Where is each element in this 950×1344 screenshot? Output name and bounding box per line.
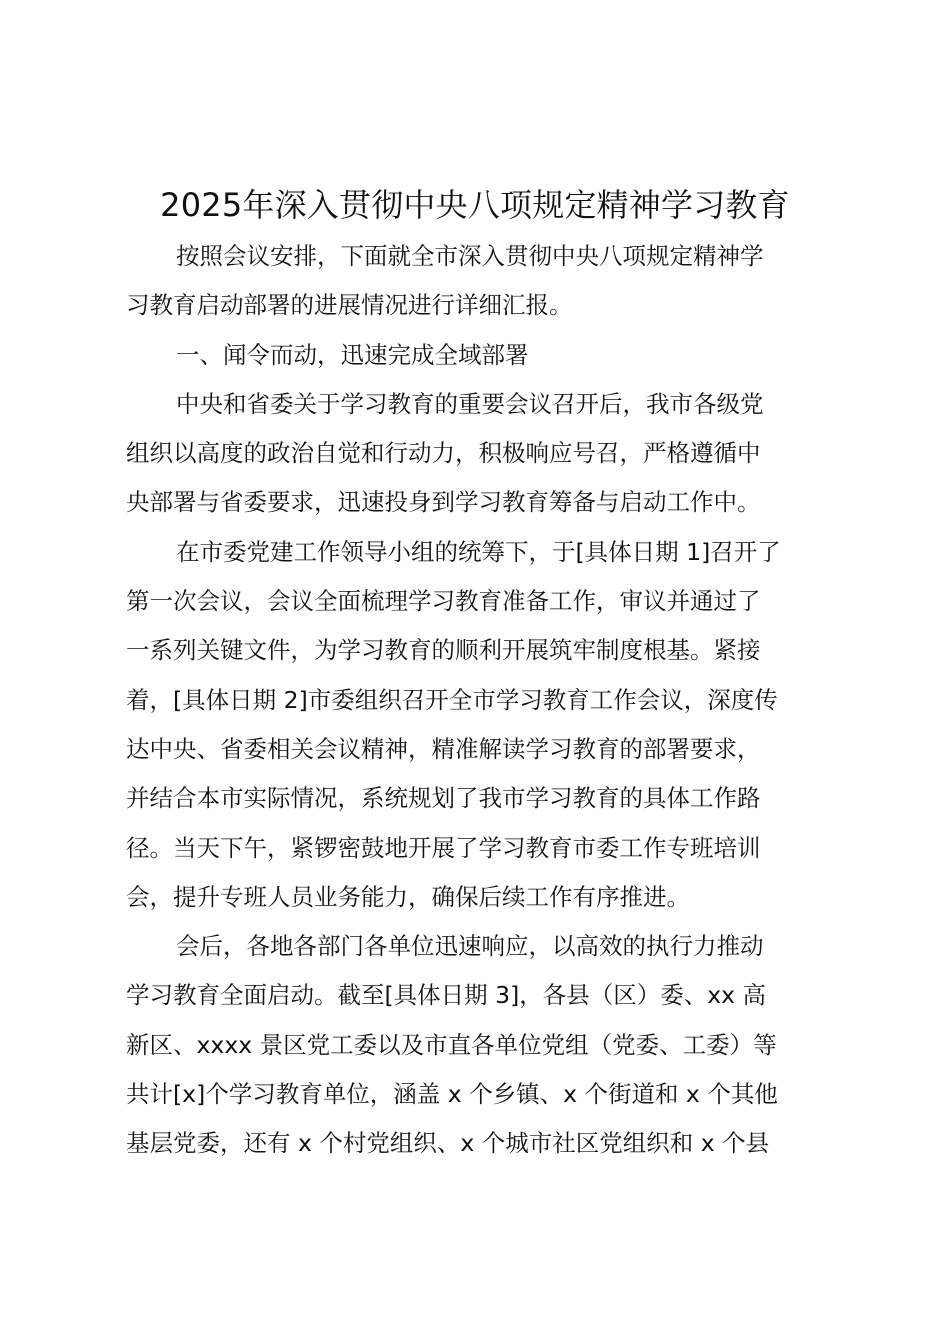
paragraph-line: 达中央、省委相关会议精神，精准解读学习教育的部署要求， [126,734,761,763]
paragraph-line: 组织以高度的政治自觉和行动力，积极响应号召，严格遵循中 [126,439,761,468]
paragraph-line: 会，提升专班人员业务能力，确保后续工作有序推进。 [126,882,690,911]
paragraph-line: 中央和省委关于学习教育的重要会议召开后，我市各级党 [176,389,764,418]
document-title: 2025年深入贯彻中央八项规定精神学习教育 [160,186,790,224]
paragraph-line: 径。当天下午，紧锣密鼓地开展了学习教育市委工作专班培训 [126,833,761,862]
paragraph-line: 第一次会议，会议全面梳理学习教育准备工作，审议并通过了 [126,587,761,616]
paragraph-line: 共计[x]个学习教育单位，涵盖 x 个乡镇、x 个街道和 x 个其他 [126,1080,778,1109]
paragraph-line: 并结合本市实际情况，系统规划了我市学习教育的具体工作路 [126,784,761,813]
paragraph-line: 按照会议安排，下面就全市深入贯彻中央八项规定精神学 [176,242,764,270]
paragraph-line: 学习教育全面启动。截至[具体日期 3]，各县（区）委、xx 高 [126,981,767,1010]
paragraph-line: 一系列关键文件，为学习教育的顺利开展筑牢制度根基。紧接 [126,636,761,665]
paragraph-line: 央部署与省委要求，迅速投身到学习教育筹备与启动工作中。 [126,488,761,517]
paragraph-line: 新区、xxxx 景区党工委以及市直各单位党组（党委、工委）等 [126,1030,777,1059]
paragraph-line: 基层党委，还有 x 个村党组织、x 个城市社区党组织和 x 个县 [126,1129,770,1158]
section-heading: 一、闻令而动，迅速完成全域部署 [176,340,529,369]
paragraph-line: 着，[具体日期 2]市委组织召开全市学习教育工作会议，深度传 [126,685,778,714]
paragraph-line: 会后，各地各部门各单位迅速响应，以高效的执行力推动 [176,932,764,961]
paragraph-line: 习教育启动部署的进展情况进行详细汇报。 [126,291,573,320]
document-body [126,232,836,1169]
paragraph-line: 在市委党建工作领导小组的统筹下，于[具体日期 1]召开了 [176,537,781,566]
